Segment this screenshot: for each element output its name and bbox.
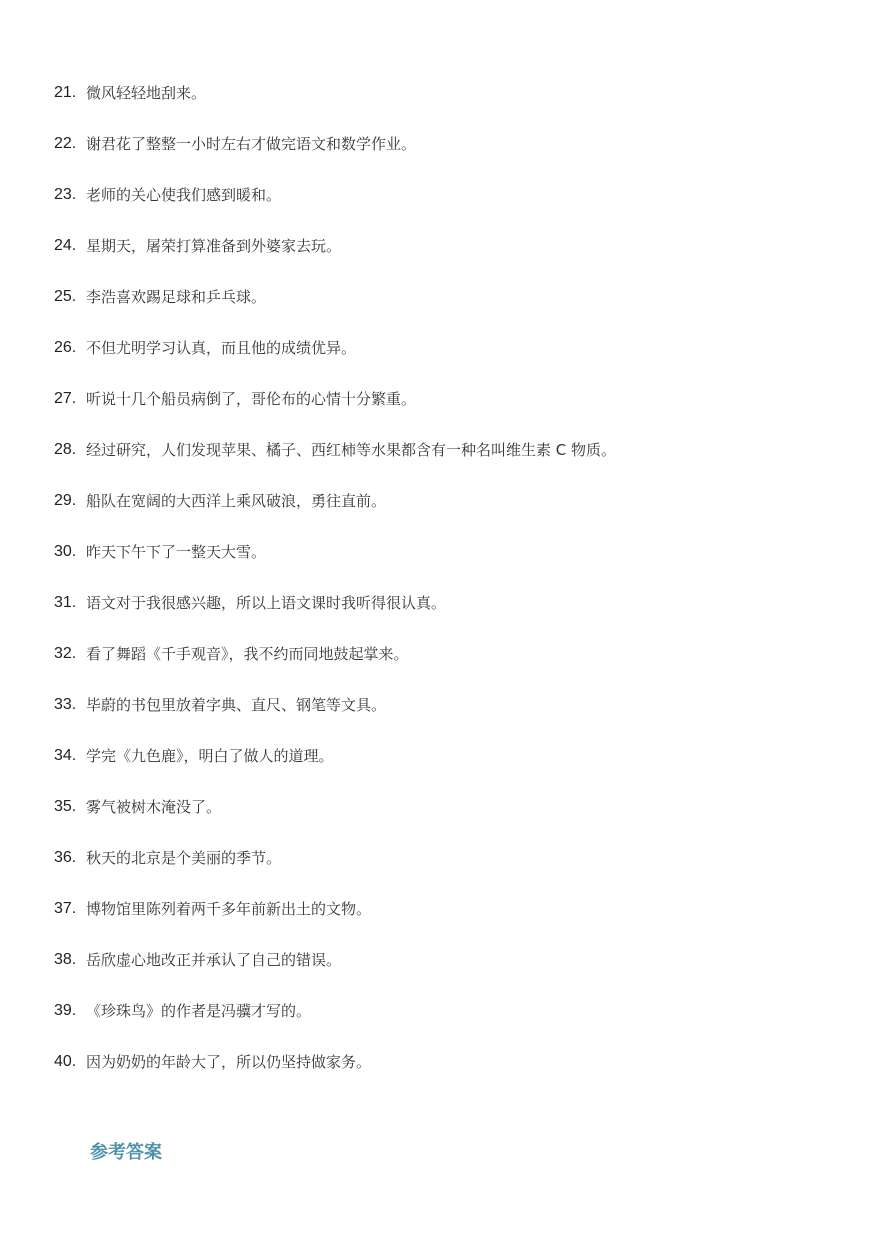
- item-number: 27.: [54, 390, 77, 407]
- list-item: [54, 235, 616, 286]
- item-text: 雾气被树木淹没了。: [86, 798, 222, 816]
- item-number: 34.: [54, 747, 77, 764]
- item-text: 不但尤明学习认真，而且他的成绩优异。: [86, 339, 357, 357]
- item-text: 毕蔚的书包里放着字典、直尺、钢笔等文具。: [86, 696, 387, 714]
- item-number: 21.: [54, 84, 77, 101]
- item-number: 31.: [54, 594, 77, 611]
- item-number: 35.: [54, 798, 77, 815]
- item-number: 24.: [54, 237, 77, 254]
- item-number: 36.: [54, 849, 77, 866]
- list-item: [54, 541, 616, 592]
- item-text: 老师的关心使我们感到暖和。: [86, 186, 282, 204]
- list-item: [54, 82, 616, 133]
- item-text: 秋天的北京是个美丽的季节。: [86, 849, 282, 867]
- item-number: 40.: [54, 1053, 77, 1070]
- item-number: 39.: [54, 1002, 77, 1019]
- item-number: 23.: [54, 186, 77, 203]
- list-item: [54, 796, 616, 847]
- item-number: 32.: [54, 645, 77, 662]
- list-item: [54, 388, 616, 439]
- list-item: [54, 847, 616, 898]
- list-item: [54, 1000, 616, 1051]
- item-number: 29.: [54, 492, 77, 509]
- list-item: [54, 133, 616, 184]
- question-list: [54, 82, 616, 1102]
- item-text: 《珍珠鸟》的作者是冯骥才写的。: [86, 1002, 312, 1020]
- item-text: 博物馆里陈列着两千多年前新出土的文物。: [86, 900, 372, 918]
- list-item: [54, 439, 616, 490]
- item-text: 语文对于我很感兴趣，所以上语文课时我听得很认真。: [86, 594, 447, 612]
- list-item: [54, 949, 616, 1000]
- item-text: 昨天下午下了一整天大雪。: [86, 543, 267, 561]
- item-text: 因为奶奶的年龄大了，所以仍坚持做家务。: [86, 1053, 372, 1071]
- item-text: 谢君花了整整一小时左右才做完语文和数学作业。: [86, 135, 417, 153]
- list-item: [54, 286, 616, 337]
- list-item: [54, 694, 616, 745]
- item-text: 听说十几个船员病倒了，哥伦布的心情十分繁重。: [86, 390, 417, 408]
- item-number: 37.: [54, 900, 77, 917]
- item-text: 星期天，屠荣打算准备到外婆家去玩。: [86, 237, 342, 255]
- list-item: [54, 337, 616, 388]
- item-text: 岳欣虚心地改正并承认了自己的错误。: [86, 951, 342, 969]
- item-number: 26.: [54, 339, 77, 356]
- item-text: 李浩喜欢踢足球和乒乓球。: [86, 288, 267, 306]
- item-text: 看了舞蹈《千手观音》，我不约而同地鼓起掌来。: [86, 645, 409, 663]
- item-number: 38.: [54, 951, 77, 968]
- item-text: 船队在宽阔的大西洋上乘风破浪，勇往直前。: [86, 492, 387, 510]
- item-number: 33.: [54, 696, 77, 713]
- answer-heading: 参考答案: [90, 1142, 162, 1163]
- item-number: 28.: [54, 441, 77, 458]
- list-item: [54, 592, 616, 643]
- list-item: [54, 643, 616, 694]
- item-number: 25.: [54, 288, 77, 305]
- list-item: [54, 184, 616, 235]
- list-item: [54, 745, 616, 796]
- list-item: [54, 490, 616, 541]
- item-text: 微风轻轻地刮来。: [86, 84, 207, 102]
- list-item: [54, 1051, 616, 1102]
- item-number: 30.: [54, 543, 77, 560]
- item-text: 经过研究，人们发现苹果、橘子、西红柿等水果都含有一种名叫维生素 C 物质。: [86, 441, 617, 459]
- list-item: [54, 898, 616, 949]
- item-number: 22.: [54, 135, 77, 152]
- item-text: 学完《九色鹿》，明白了做人的道理。: [86, 747, 334, 765]
